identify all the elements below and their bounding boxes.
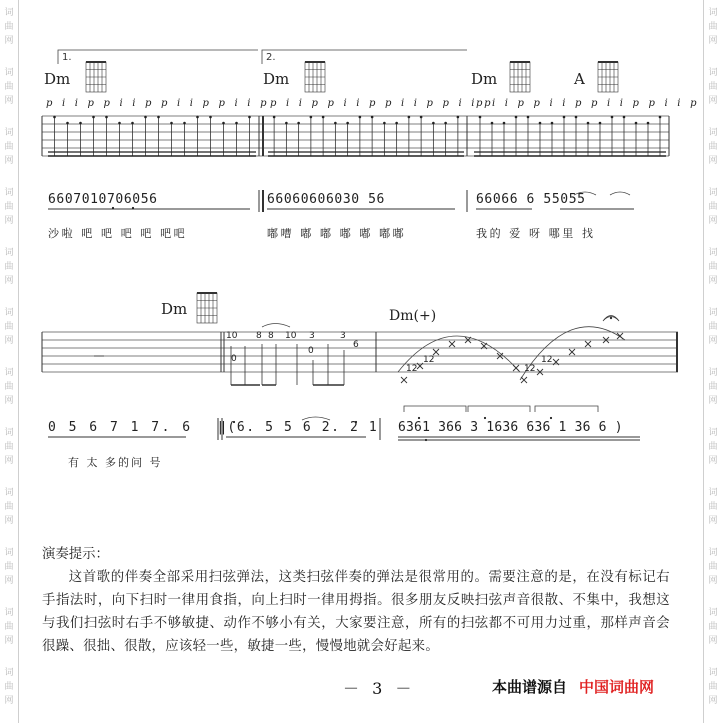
watermark-text: 词 曲 网: [708, 428, 718, 466]
chord-dm-plus: Dm(+): [389, 308, 437, 324]
volta-1-label: 1.: [62, 52, 72, 63]
system2-notes: [94, 344, 344, 385]
fret-number: 0: [308, 346, 314, 356]
barlines-2: [42, 332, 677, 372]
fret-number: 12: [541, 355, 553, 365]
watermark-text: 词 曲 网: [708, 488, 718, 526]
lyric-line-2: 有 太 多的问 号: [68, 456, 163, 469]
watermark-text: 词 曲 网: [4, 428, 14, 466]
lyric-line-1a: 沙啦 吧 吧 吧 吧 吧吧: [48, 227, 188, 240]
watermark-text: 词 曲 网: [4, 608, 14, 646]
jianpu-measure-5: ‖(6. 5 5 6 2. 2 1: [218, 420, 379, 435]
tab-staff-lines-1: [42, 116, 669, 156]
watermark-text: 词 曲 网: [4, 308, 14, 346]
chord-diagram-icon: [510, 62, 530, 92]
watermark-text: 词 曲 网: [4, 68, 14, 106]
watermark-text: 词 曲 网: [708, 68, 718, 106]
tips-title: 演奏提示：: [42, 547, 109, 562]
chord-diagram-icon: [197, 293, 217, 323]
watermark-text: 词 曲 网: [708, 548, 718, 586]
tips-body: 这首歌的伴奏全部采用扫弦弹法，这类扫弦伴奏的弹法是很常用的。需要注意的是，在没有标记右手指法时，向下扫时一律用食指，向上扫时一律用拇指。很多朋友反映扫弦声音很散、不集中，我想这与我们扫弦时右手不够敏捷、动作不够小有关，大家要注意，所有的扫弦都不可用力过重，那样声音会很躁、很拙、很散，应该轻一些，敏捷一些，慢慢地就会好起来。: [42, 570, 670, 654]
fret-number: 12: [406, 364, 418, 374]
fret-number: 0: [231, 354, 237, 364]
fingering-row-1: p i i p p i i p p i i p p i i p: [46, 98, 270, 109]
fret-number: 6: [353, 340, 359, 350]
watermark-text: 词 曲 网: [4, 668, 14, 706]
fret-number: 3: [340, 331, 346, 341]
fret-number: 12: [524, 364, 536, 374]
chord-dm-3: Dm: [471, 70, 498, 88]
chord-diagram-icon: [598, 62, 618, 92]
performance-tips: [42, 543, 670, 658]
volta-2-label: 2.: [266, 52, 276, 63]
tab-staff-lines-2: [42, 332, 678, 372]
watermark-text: 词 曲 网: [708, 608, 718, 646]
jianpu-measure-6: 6361 366 3 1636 636 1 36 6 ): [398, 420, 623, 435]
lyric-line-1c: 我的 爱 呀 哪里 找: [476, 227, 596, 240]
fingering-row-2: p i i p p i i p p i i p p i i p: [270, 98, 494, 109]
fret-number: 12: [423, 355, 435, 365]
watermark-text: 词 曲 网: [708, 128, 718, 166]
jianpu-measure-4: 0 5 6 7 1 7. 6: [48, 420, 193, 435]
page-number: － 3 －: [343, 679, 416, 698]
lyric-line-1b: 嘟嘈 嘟 嘟 嘟 嘟 嘟嘟: [267, 227, 407, 240]
watermark-text: 词 曲 网: [4, 368, 14, 406]
watermark-text: 词 曲 网: [708, 308, 718, 346]
fret-number: 8: [256, 331, 262, 341]
jianpu-measure-2: 66060606030 56: [267, 192, 385, 207]
chord-dm-4: Dm: [161, 300, 188, 318]
chord-dm-1: Dm: [44, 70, 71, 88]
watermark-text: 词 曲 网: [4, 548, 14, 586]
triplet-brackets: [404, 406, 598, 412]
credit-prefix: 本曲谱源自: [492, 678, 568, 696]
watermark-text: 词 曲 网: [4, 128, 14, 166]
watermark-text: 词 曲 网: [708, 188, 718, 226]
jianpu-measure-3: 66066 6 55055: [476, 192, 586, 207]
watermark-text: 词 曲 网: [4, 248, 14, 286]
jianpu-measure-1: 6607010706056: [48, 192, 158, 207]
fret-number: 10: [285, 331, 297, 341]
chord-a: A: [574, 70, 585, 88]
watermark-text: 词 曲 网: [4, 488, 14, 526]
credit-site-link[interactable]: 中国词曲网: [579, 678, 655, 696]
chord-dm-2: Dm: [263, 70, 290, 88]
jianpu-underlines: [48, 209, 640, 440]
source-credit: [492, 676, 654, 697]
chord-diagram-icon: [305, 62, 325, 92]
watermark-text: 词 曲 网: [708, 8, 718, 46]
strum-marks-1: [48, 116, 666, 156]
fret-number: 3: [309, 331, 315, 341]
fret-number: 8: [268, 331, 274, 341]
watermark-text: 词 曲 网: [4, 188, 14, 226]
watermark-text: 词 曲 网: [4, 8, 14, 46]
watermark-text: 词 曲 网: [708, 368, 718, 406]
watermark-text: 词 曲 网: [708, 248, 718, 286]
volta-brackets: [58, 50, 467, 64]
fingering-row-3: p i i p p i i p p i i p p i i p: [476, 98, 700, 109]
chord-diagram-icon: [86, 62, 106, 92]
barlines-1: [42, 116, 669, 156]
fret-number: 10: [226, 331, 238, 341]
watermark-text: 词 曲 网: [708, 668, 718, 706]
